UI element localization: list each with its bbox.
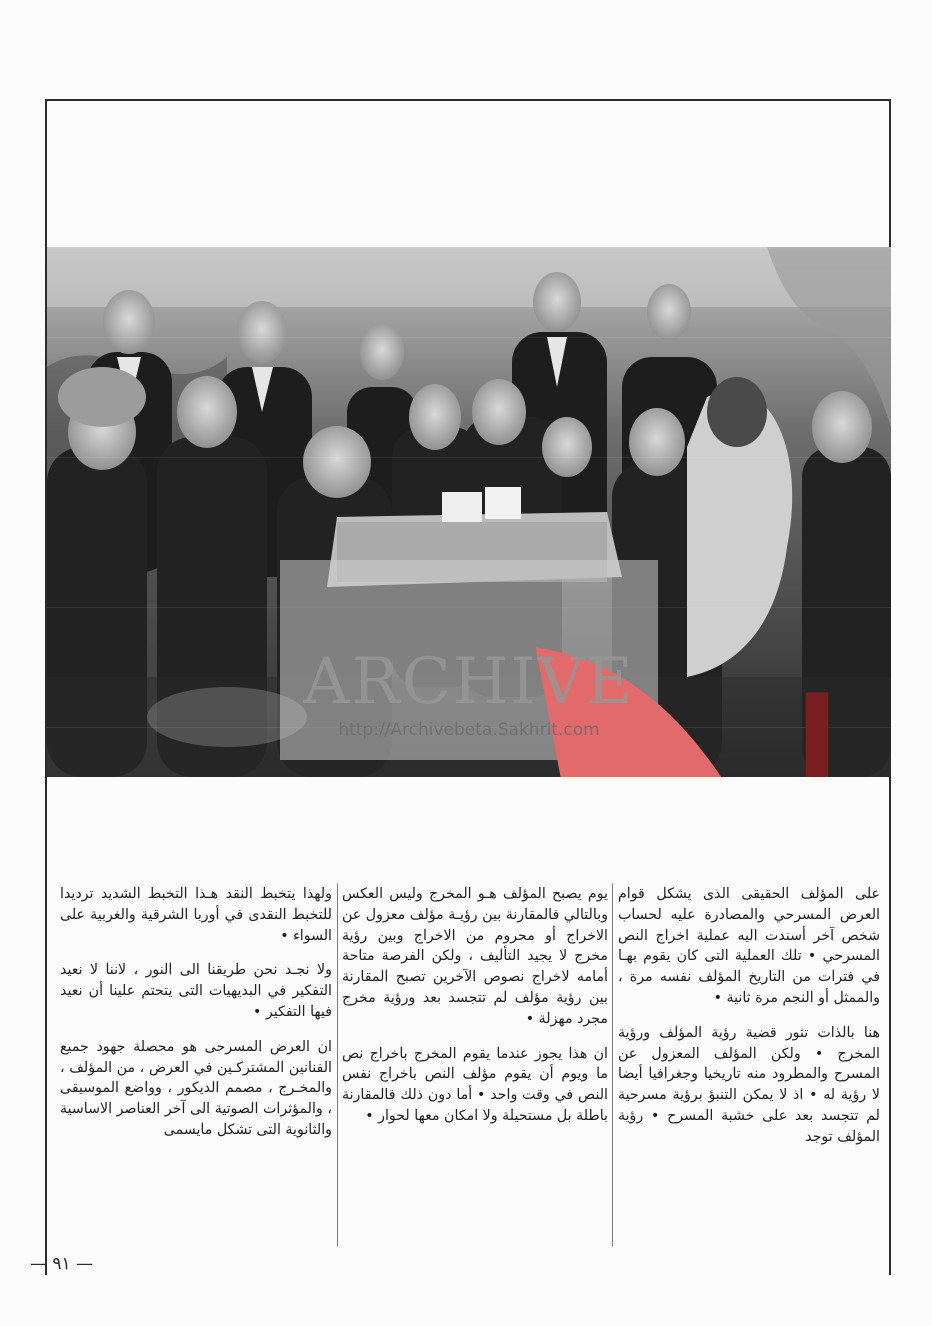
paragraph: على المؤلف الحقيقى الذى يشكل قوام العرض المسرحي والمصادرة عليه لحساب شخص آخر أسندت اليه عملية اخراج النص المسرحي • تلك العملية التى كان يقوم بهـا في فترات من التاريخ المؤلف نفسه مرة ، والممثل أو النجم مرة ثانية • xyxy=(618,886,880,1006)
paragraph: هنا بالذات تثور قضية رؤية المؤلف ورؤية المخرج • ولكن المؤلف المعزول عن المسرح والمطرود منه تاريخيا وجغرافيا أيضا لا رؤية له • اذ لا يمكن التنبؤ برؤية مسرحية لم تتجسد بعد على خشبة المسرح • رؤية المؤلف توجد xyxy=(618,1024,880,1145)
text-column-right xyxy=(618,884,880,1244)
paragraph: يوم يصبح المؤلف هـو المخرج وليس العكس وبالتالي فالمقارنة بين رؤيـة مؤلف معزول عن الاخراج أو محروم من الاخراج وبين رؤية مخرج لا يجيد التأليف ، ولكن الفرصة متاحة أمامه لاخراج نصوص الآخرين تصبح المقارنة بين رؤية مؤلف لم تتجسد بعد ورؤية مخرج مجرد مهزلة • xyxy=(342,886,608,1027)
watermark-title: ARCHIVE xyxy=(303,645,635,719)
paragraph: ولهذا يتخبط النقد هـذا التخبط الشديد ترديدا للتخبط النقدى في أوربا الشرقية والغربية على السواء • xyxy=(60,886,332,944)
text-column-left xyxy=(60,884,332,1244)
page-border-top xyxy=(45,99,891,101)
column-divider xyxy=(612,884,613,1246)
group-photograph xyxy=(47,247,891,777)
text-column-middle xyxy=(342,884,608,1244)
watermark-url: http://Archivebeta.Sakhrit.com xyxy=(338,720,600,740)
page-number: — ٩١ — xyxy=(30,1254,94,1274)
paragraph: ان العرض المسرحى هو محصلة جهود جميع الفنانين المشتركـين في العرض ، من المؤلف ، والمخـرج ، مصمم الديكور ، وواضع الموسيقى ، والمؤثرات الصوتية الى آخر العناصر الاساسية والثانوية التى تشكل مايسمى xyxy=(60,1038,332,1138)
column-divider xyxy=(337,884,338,1246)
archive-watermark xyxy=(280,560,658,760)
paragraph: ولا نجـد نحن طريقنا الى النور ، لاننا لا نعيد التفكير في البديهيات التى يتحتم علينا أن نعيد فيها التفكير • xyxy=(60,962,332,1020)
paragraph: ان هذا يجوز عندما يقوم المخرج باخراج نص ما ويوم أن يقوم مؤلف النص باخراج نفس النص في وقت واحد • أما دون ذلك فالمقارنة باطلة بل مستحيلة ولا امكان معها لحوار • xyxy=(342,1045,608,1124)
